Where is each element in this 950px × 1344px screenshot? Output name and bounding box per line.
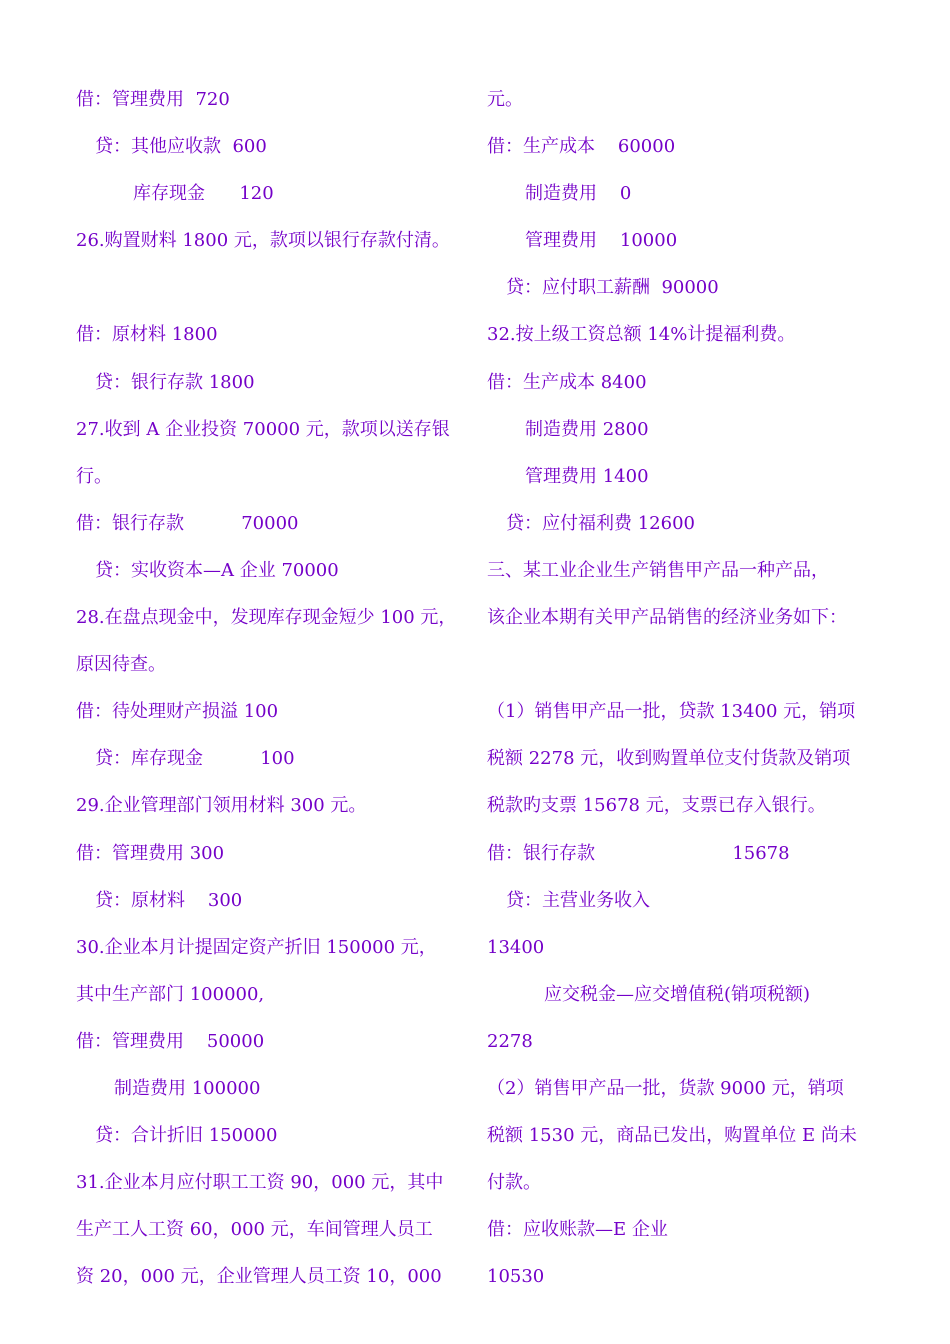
text-line: 借：待处理财产损溢 100	[76, 701, 279, 723]
text-line: 税额 1530 元，商品已发出，购置单位 E 尚未	[487, 1125, 857, 1147]
text-line: 13400	[487, 936, 545, 958]
text-line	[76, 264, 468, 311]
text-line: 管理费用 10000	[525, 230, 678, 252]
text-line: 2278	[487, 1030, 533, 1052]
text-line: 元。	[487, 89, 523, 110]
text-line: 借：生产成本 8400	[487, 371, 647, 393]
text-line: （2）销售甲产品一批，货款 9000 元，销项	[487, 1077, 844, 1099]
text-line: 贷：库存现金 100	[95, 748, 295, 770]
text-line: 10530	[487, 1266, 545, 1288]
text-line: 制造费用 0	[525, 183, 632, 205]
text-line: 29.企业管理部门领用材料 300 元。	[76, 795, 367, 817]
left-column	[76, 76, 468, 1300]
text-line: 借：银行存款 15678	[487, 842, 790, 864]
text-line: 借：管理费用 720	[76, 89, 230, 110]
text-line: 应交税金—应交增值税(销项税额)	[544, 983, 811, 1005]
text-line: 借：管理费用 300	[76, 842, 225, 864]
text-line: 税额 2278 元，收到购置单位支付货款及销项	[487, 748, 851, 770]
text-line: 该企业本期有关甲产品销售的经济业务如下：	[487, 607, 847, 629]
text-line: 借：原材料 1800	[76, 324, 218, 346]
text-line: 贷：其他应收款 600	[95, 136, 267, 158]
text-line: 借：管理费用 50000	[76, 1030, 265, 1052]
text-line: 借：生产成本 60000	[487, 136, 676, 158]
text-line: 制造费用 2800	[525, 418, 649, 440]
text-line: 贷：原材料 300	[95, 889, 243, 911]
text-line: 32.按上级工资总额 14%计提福利费。	[487, 324, 796, 346]
text-line: 税款旳支票 15678 元，支票已存入银行。	[487, 795, 826, 817]
text-line: 库存现金 120	[133, 183, 274, 205]
text-line: 31.企业本月应付职工工资 90，000 元，其中	[76, 1172, 444, 1194]
text-line	[487, 641, 879, 688]
text-line: 行。	[76, 465, 112, 487]
text-line: 付款。	[487, 1172, 541, 1194]
text-line: 贷：合计折旧 150000	[95, 1125, 278, 1147]
text-line: 贷：银行存款 1800	[95, 371, 255, 393]
text-line: 原因待查。	[76, 654, 166, 676]
text-line: 借：银行存款 70000	[76, 512, 299, 534]
text-line: 管理费用 1400	[525, 465, 649, 487]
text-line: 资 20，000 元，企业管理人员工资 10，000	[76, 1266, 442, 1288]
text-line: 其中生产部门 100000,	[76, 983, 265, 1005]
text-line: （1）销售甲产品一批，贷款 13400 元，销项	[487, 701, 856, 723]
right-column	[487, 76, 879, 1300]
text-line: 30.企业本月计提固定资产折旧 150000 元，	[76, 936, 437, 958]
text-line: 贷：主营业务收入	[506, 889, 650, 911]
text-line: 27.收到 A 企业投资 70000 元，款项以送存银	[76, 418, 450, 440]
text-line: 贷：应付福利费 12600	[506, 512, 695, 534]
text-line: 28.在盘点现金中，发现库存现金短少 100 元，	[76, 607, 457, 629]
text-line: 贷：应付职工薪酬 90000	[506, 277, 719, 299]
text-line: 26.购置财料 1800 元，款项以银行存款付清。	[76, 230, 450, 252]
text-line: 制造费用 100000	[114, 1077, 261, 1099]
text-line: 借：应收账款—E 企业	[487, 1219, 668, 1241]
text-line: 贷：实收资本—A 企业 70000	[95, 559, 339, 581]
text-line: 生产工人工资 60，000 元，车间管理人员工	[76, 1219, 433, 1241]
text-line: 三、某工业企业生产销售甲产品一种产品，	[487, 559, 829, 581]
